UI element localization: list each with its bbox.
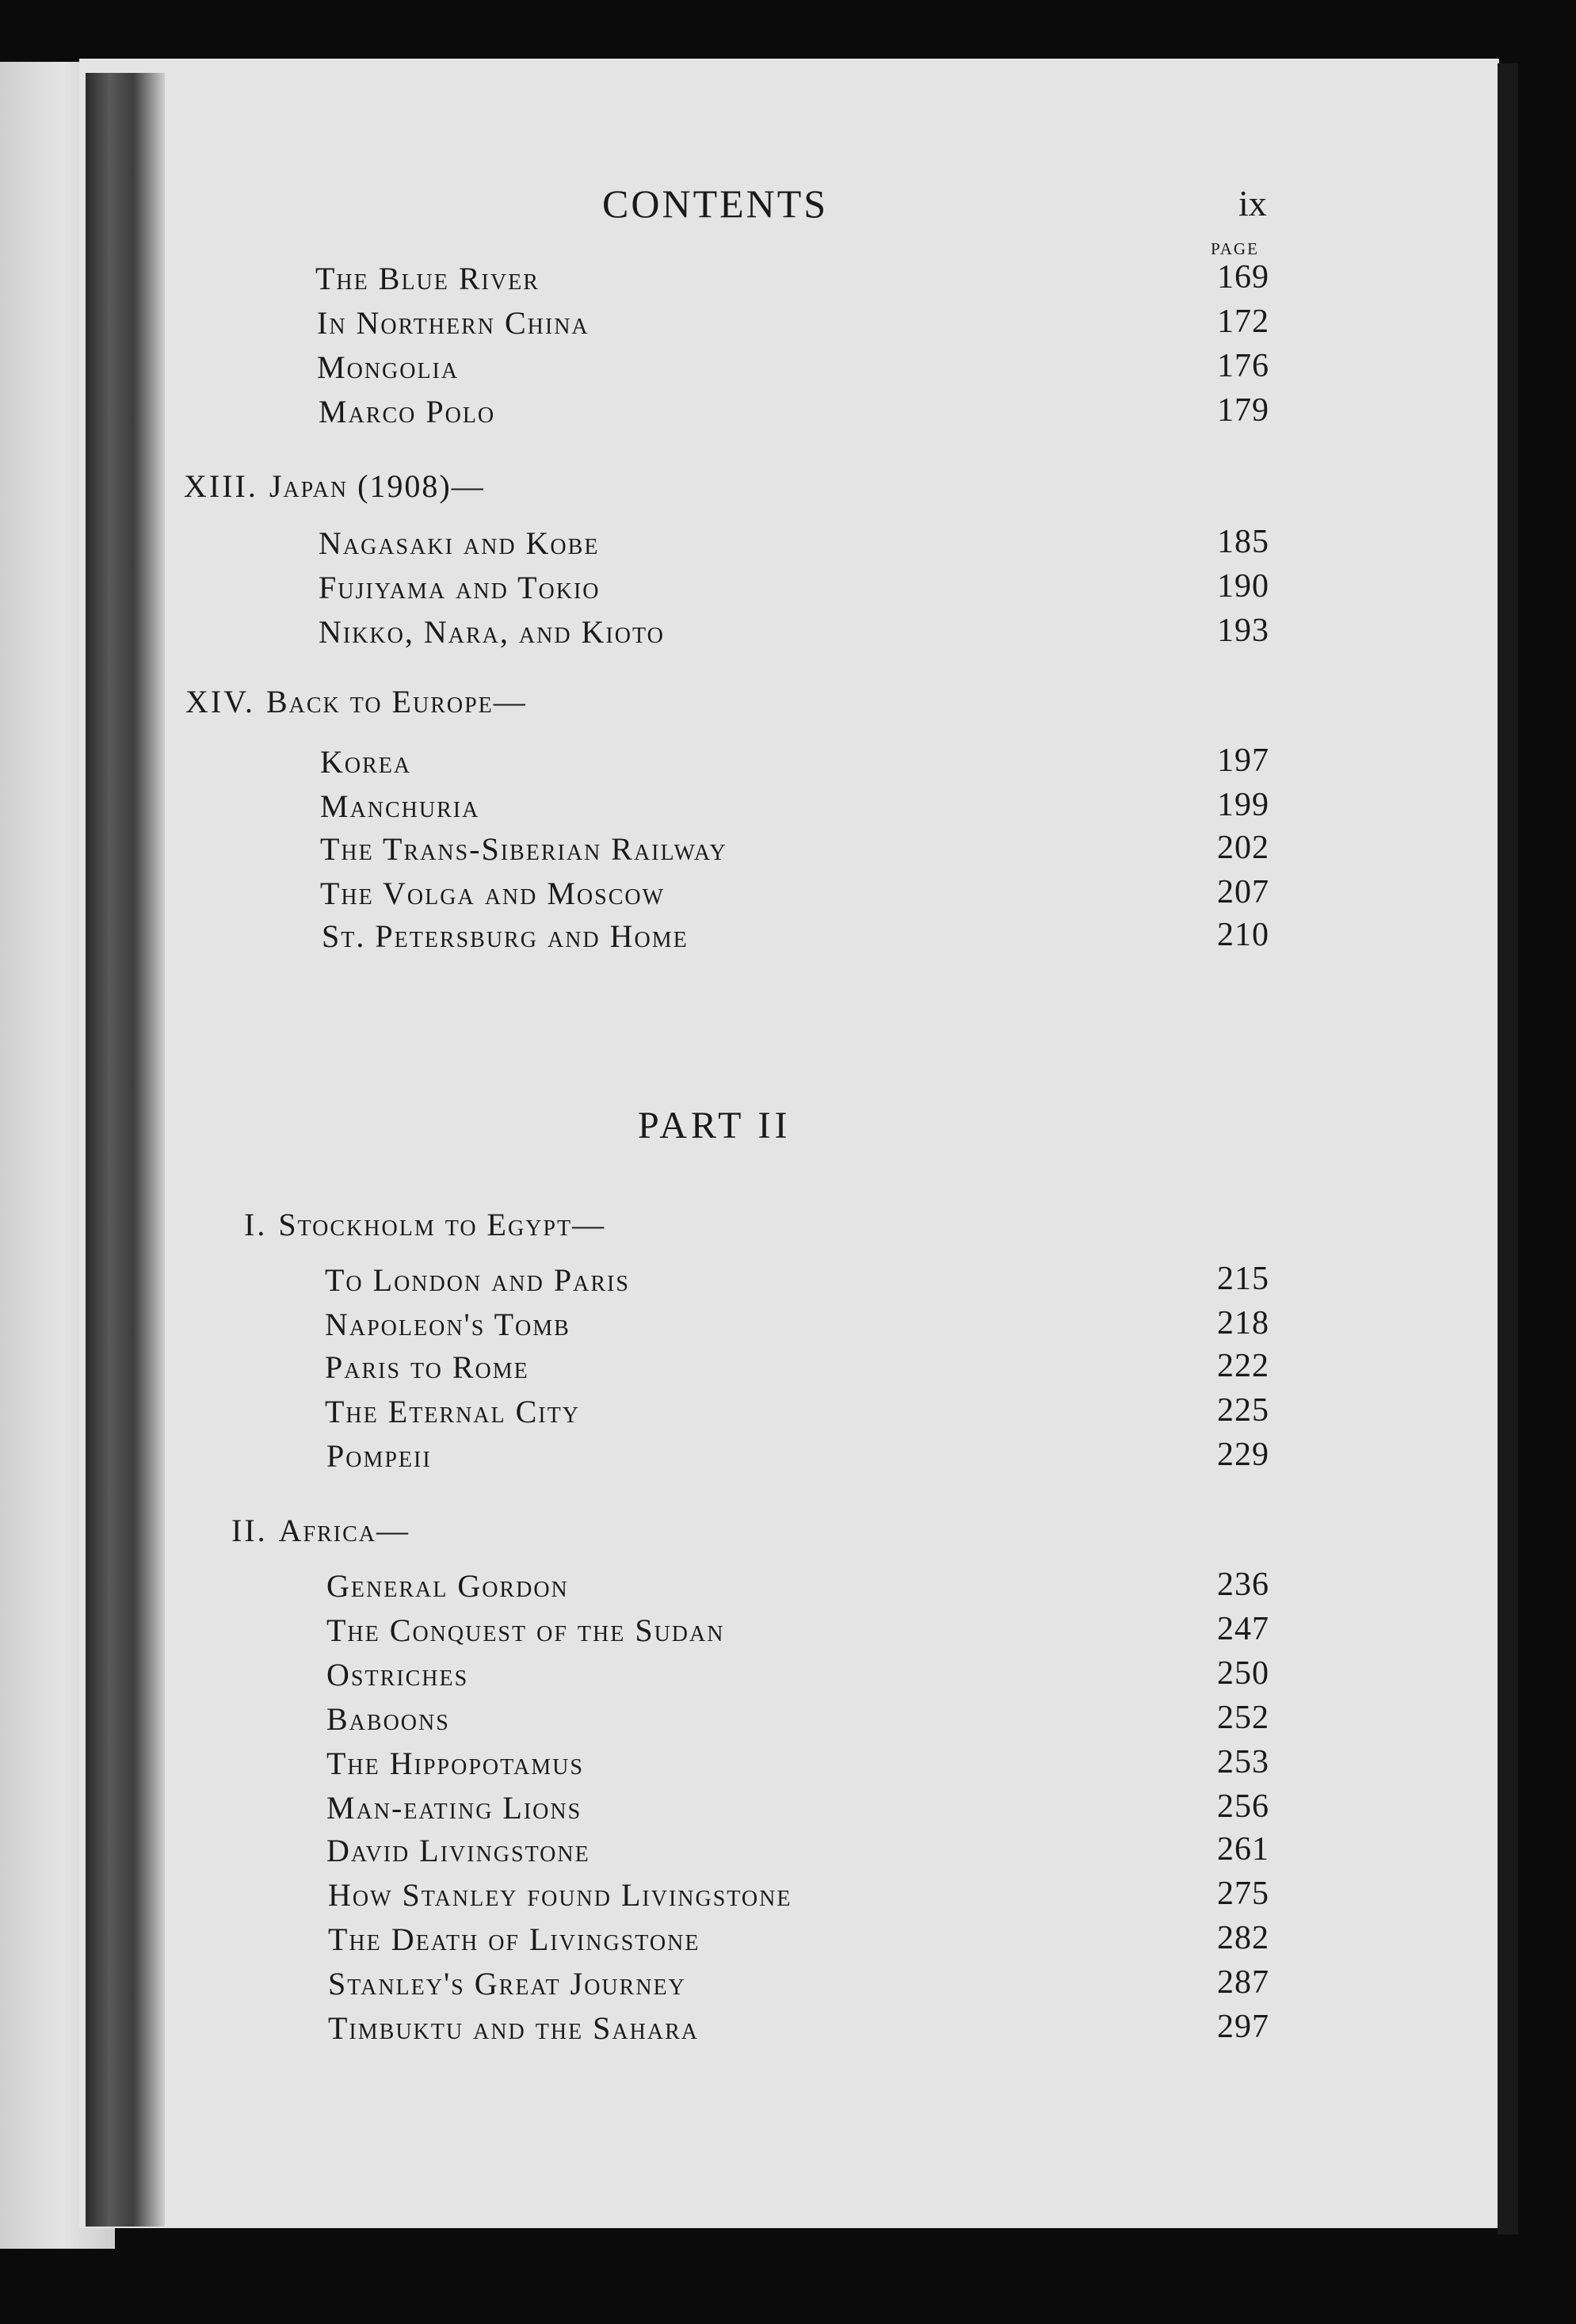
toc-entry-page: 197 bbox=[1217, 742, 1269, 779]
toc-entry-page: 229 bbox=[1217, 1437, 1269, 1473]
toc-entry-title: Stanley's Great Journey bbox=[328, 1966, 686, 2002]
chapter-title: Africa— bbox=[278, 1513, 410, 1548]
toc-entry bbox=[0, 1789, 1576, 1829]
chapter-numeral: XIII. bbox=[184, 468, 258, 504]
toc-entry-page: 236 bbox=[1217, 1567, 1269, 1603]
chapter-heading-xiv bbox=[185, 683, 527, 720]
toc-entry-title: Ostriches bbox=[326, 1657, 469, 1692]
toc-entry bbox=[0, 1437, 1576, 1477]
toc-entry bbox=[0, 260, 1576, 300]
toc-entry-title: Korea bbox=[320, 744, 412, 780]
toc-entry-title: David Livingstone bbox=[326, 1833, 590, 1868]
toc-entry-page: 179 bbox=[1217, 392, 1269, 429]
toc-entry-page: 287 bbox=[1217, 1964, 1269, 2001]
toc-entry-page: 225 bbox=[1217, 1392, 1269, 1429]
page-number: ix bbox=[1238, 183, 1267, 223]
toc-entry-title: General Gordon bbox=[326, 1568, 569, 1604]
toc-entry-page: 250 bbox=[1217, 1655, 1269, 1692]
toc-entry-title: Nagasaki and Kobe bbox=[319, 525, 600, 561]
toc-entry-page: 256 bbox=[1217, 1788, 1269, 1825]
toc-entry bbox=[0, 1612, 1576, 1651]
toc-entry-title: Mongolia bbox=[317, 349, 460, 385]
toc-entry bbox=[0, 569, 1576, 609]
toc-entry bbox=[0, 1306, 1576, 1345]
toc-entry bbox=[0, 525, 1576, 564]
toc-entry-title: In Northern China bbox=[317, 305, 590, 341]
toc-entry-title: Napoleon's Tomb bbox=[325, 1307, 570, 1342]
toc-entry bbox=[0, 1656, 1576, 1696]
toc-entry-page: 210 bbox=[1217, 917, 1269, 953]
chapter-numeral: II. bbox=[231, 1513, 268, 1548]
chapter-heading-i bbox=[244, 1206, 605, 1243]
chapter-heading-xiii bbox=[184, 467, 485, 505]
page-column-label: PAGE bbox=[1211, 239, 1259, 258]
toc-entry-title: The Conquest of the Sudan bbox=[326, 1612, 725, 1648]
toc-entry bbox=[0, 304, 1576, 344]
toc-entry bbox=[0, 393, 1576, 433]
toc-entry bbox=[0, 1921, 1576, 1960]
toc-entry bbox=[0, 1700, 1576, 1740]
toc-entry-title: The Eternal City bbox=[325, 1394, 580, 1429]
chapter-heading-ii bbox=[231, 1512, 410, 1549]
chapter-title: Stockholm to Egypt— bbox=[278, 1207, 606, 1242]
toc-entry-page: 207 bbox=[1217, 874, 1269, 910]
toc-entry-page: 215 bbox=[1217, 1261, 1269, 1297]
toc-entry-title: St. Petersburg and Home bbox=[322, 918, 689, 954]
toc-entry-page: 282 bbox=[1217, 1920, 1269, 1956]
toc-entry bbox=[0, 349, 1576, 388]
toc-entry bbox=[0, 875, 1576, 914]
toc-entry bbox=[0, 1393, 1576, 1433]
toc-entry bbox=[0, 1261, 1576, 1301]
chapter-numeral: I. bbox=[244, 1207, 268, 1242]
toc-entry bbox=[0, 2009, 1576, 2049]
chapter-title: Back to Europe— bbox=[265, 684, 527, 719]
toc-entry-page: 176 bbox=[1217, 348, 1269, 384]
toc-entry bbox=[0, 1965, 1576, 2005]
toc-entry-title: Manchuria bbox=[320, 788, 480, 824]
toc-entry-page: 253 bbox=[1217, 1744, 1269, 1780]
toc-entry-page: 185 bbox=[1217, 524, 1269, 560]
toc-entry-page: 169 bbox=[1217, 259, 1269, 296]
toc-entry-page: 190 bbox=[1217, 568, 1269, 605]
toc-entry bbox=[0, 613, 1576, 653]
toc-entry bbox=[0, 743, 1576, 783]
toc-entry-title: The Hippopotamus bbox=[326, 1746, 584, 1781]
toc-entry-title: Fujiyama and Tokio bbox=[319, 570, 601, 605]
chapter-numeral: XIV. bbox=[185, 684, 255, 719]
toc-entry-page: 172 bbox=[1217, 303, 1269, 340]
toc-entry bbox=[0, 1876, 1576, 1916]
toc-entry bbox=[0, 1745, 1576, 1784]
toc-entry-page: 261 bbox=[1217, 1831, 1269, 1868]
toc-entry bbox=[0, 918, 1576, 957]
toc-entry-page: 218 bbox=[1217, 1305, 1269, 1341]
toc-entry bbox=[0, 788, 1576, 827]
toc-entry-page: 222 bbox=[1217, 1348, 1269, 1384]
toc-entry bbox=[0, 1567, 1576, 1607]
toc-entry-title: Man-eating Lions bbox=[326, 1790, 582, 1826]
toc-entry-title: Baboons bbox=[326, 1701, 450, 1737]
toc-entry-title: Pompeii bbox=[326, 1438, 432, 1474]
toc-entry-title: How Stanley found Livingstone bbox=[328, 1877, 792, 1913]
toc-entry-page: 199 bbox=[1217, 787, 1269, 823]
toc-entry-title: Timbuktu and the Sahara bbox=[328, 2010, 699, 2046]
toc-entry-page: 252 bbox=[1217, 1700, 1269, 1736]
toc-entry bbox=[0, 830, 1576, 870]
toc-entry-title: To London and Paris bbox=[325, 1262, 630, 1298]
toc-entry-page: 247 bbox=[1217, 1611, 1269, 1647]
toc-entry-page: 297 bbox=[1217, 2009, 1269, 2045]
toc-entry-page: 193 bbox=[1217, 612, 1269, 649]
contents-heading: CONTENTS bbox=[602, 181, 829, 226]
toc-entry-title: Marco Polo bbox=[319, 394, 496, 429]
toc-entry-title: Nikko, Nara, and Kioto bbox=[319, 614, 665, 650]
toc-entry bbox=[0, 1349, 1576, 1388]
toc-entry-page: 202 bbox=[1217, 830, 1269, 866]
toc-entry-title: The Trans-Siberian Railway bbox=[320, 831, 727, 867]
toc-entry bbox=[0, 1832, 1576, 1872]
toc-entry-title: The Death of Livingstone bbox=[328, 1921, 700, 1957]
chapter-title: Japan (1908)— bbox=[269, 468, 485, 504]
part-heading: PART II bbox=[638, 1105, 792, 1147]
toc-entry-title: Paris to Rome bbox=[325, 1349, 529, 1385]
toc-entry-page: 275 bbox=[1217, 1876, 1269, 1912]
toc-entry-title: The Volga and Moscow bbox=[320, 876, 666, 911]
toc-entry-title: The Blue River bbox=[315, 261, 540, 296]
